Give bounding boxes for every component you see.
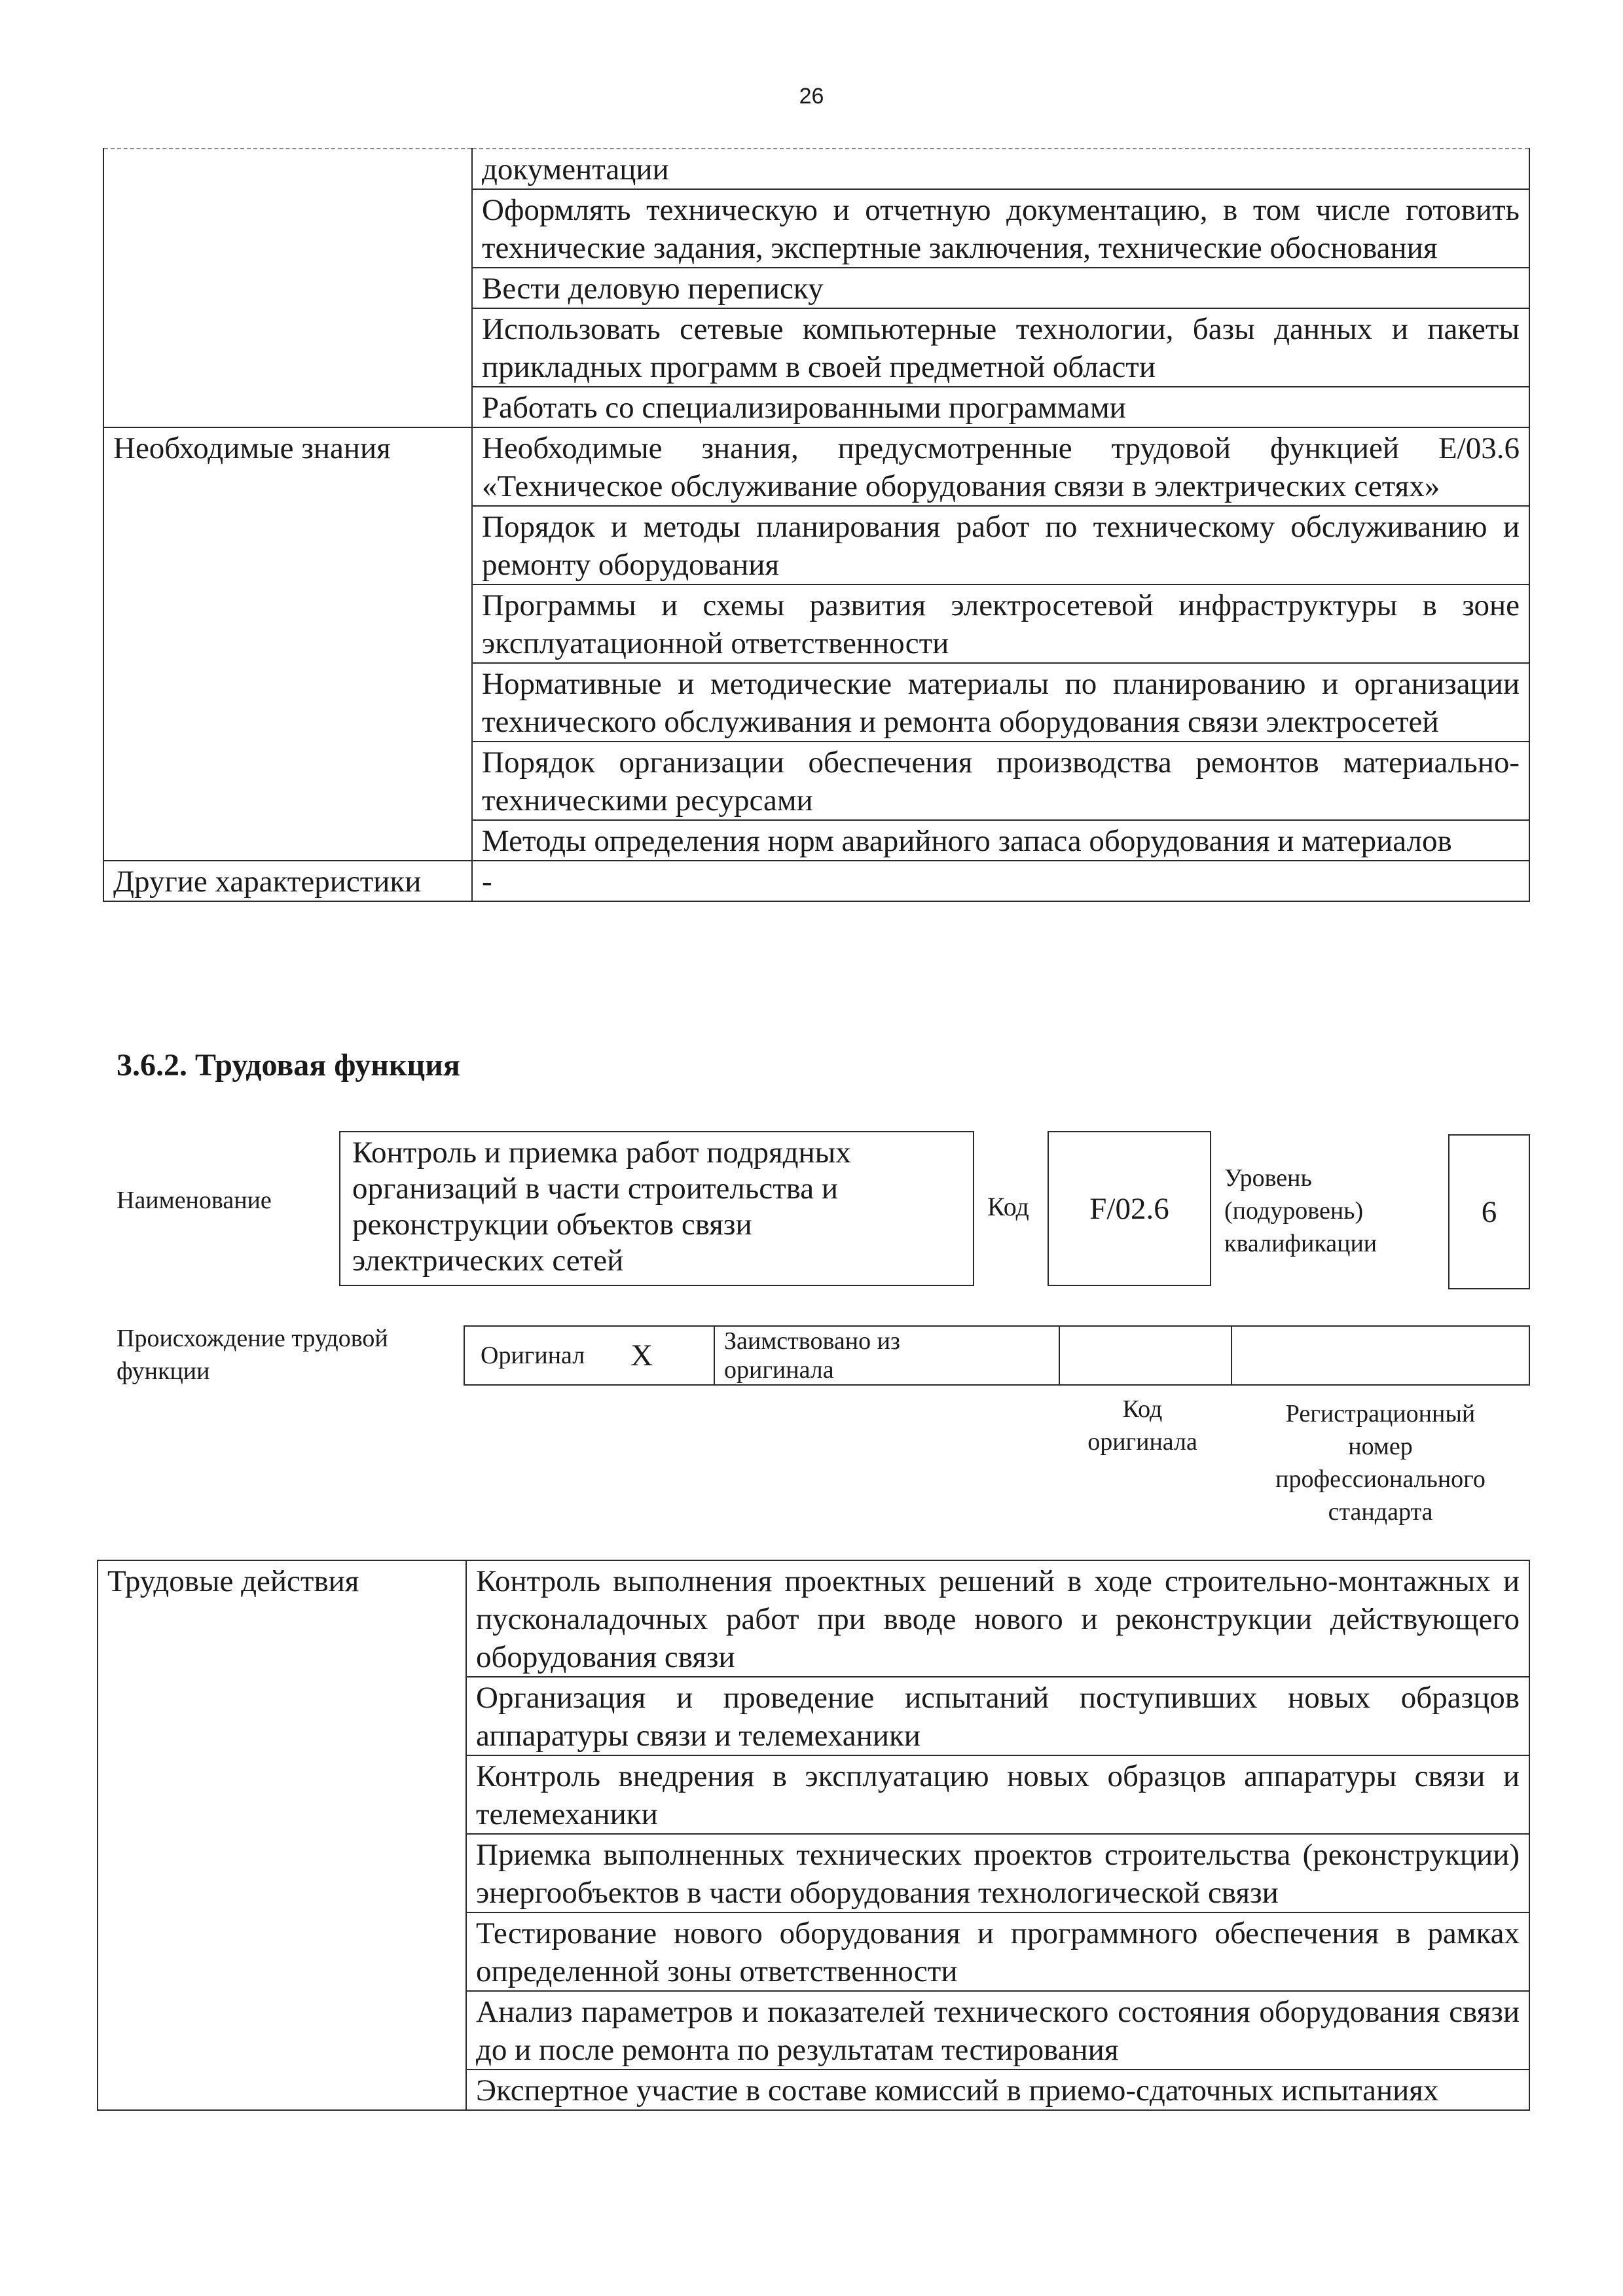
- caption-line: стандарта: [1328, 1498, 1433, 1526]
- code-box: [1048, 1131, 1211, 1286]
- row-text: Программы и схемы развития электросетевой инфраструктуры в зоне эксплуатационной ответственности: [472, 584, 1529, 663]
- origin-original-label: Оригинал: [481, 1342, 585, 1369]
- row-text: Необходимые знания, предусмотренные трудовой функцией E/03.6 «Техническое обслуживание оборудования связи в электрических сетях»: [472, 427, 1529, 506]
- row-text: Экспертное участие в составе комиссий в приемо-сдаточных испытаниях: [466, 2070, 1529, 2110]
- page-number: 26: [799, 84, 824, 109]
- level-label-line: (подуровень): [1224, 1197, 1364, 1225]
- table-row: [103, 427, 1529, 506]
- level-label: [1224, 1162, 1377, 1260]
- row-text: Использовать сетевые компьютерные технологии, базы данных и пакеты прикладных программ в своей предметной области: [472, 308, 1529, 387]
- row-text: Контроль выполнения проектных решений в ходе строительно-монтажных и пусконаладочных работ при вводе нового и реконструкции действующего оборудования связи: [466, 1560, 1529, 1677]
- row-text: Организация и проведение испытаний поступивших новых образцов аппаратуры связи и телемеханики: [466, 1677, 1529, 1755]
- origin-code-caption: [1061, 1393, 1224, 1458]
- row-text: Работать со специализированными программами: [472, 387, 1529, 427]
- origin-borrowed-line: Заимствовано из: [724, 1327, 900, 1355]
- row-text: Контроль внедрения в эксплуатацию новых образцов аппаратуры связи и телемеханики: [466, 1755, 1529, 1834]
- table-row: [98, 1560, 1529, 1677]
- row-text: Методы определения норм аварийного запаса оборудования и материалов: [472, 820, 1529, 861]
- row-text: Порядок организации обеспечения производства ремонтов материально-техническими ресурсами: [472, 742, 1529, 820]
- row-label-labor-actions: Трудовые действия: [98, 1560, 466, 2110]
- caption-line: Код: [1122, 1395, 1163, 1423]
- origin-borrowed-line: оригинала: [724, 1356, 834, 1384]
- reg-number-caption: [1231, 1397, 1530, 1528]
- row-text: Анализ параметров и показателей технического состояния оборудования связи до и после ремонта по результатам тестирования: [466, 1991, 1529, 2070]
- caption-line: Регистрационный: [1285, 1400, 1476, 1427]
- origin-code-cell: [1060, 1327, 1232, 1384]
- row-text: документации: [472, 149, 1529, 189]
- origin-borrowed-cell: [715, 1327, 1060, 1384]
- section-title: 3.6.2. Трудовая функция: [117, 1048, 460, 1083]
- level-value: 6: [1481, 1194, 1497, 1229]
- function-name-line: электрических сетей: [352, 1244, 624, 1278]
- origin-original-cell: [465, 1327, 715, 1384]
- name-label: Наименование: [117, 1187, 272, 1214]
- row-label-other-characteristics: Другие характеристики: [103, 861, 472, 901]
- origin-reg-number-cell: [1232, 1327, 1529, 1384]
- row-text: Нормативные и методические материалы по планированию и организации технического обслуживания и ремонта оборудования связи электросетей: [472, 663, 1529, 742]
- function-name-line: Контроль и приемка работ подрядных: [352, 1136, 851, 1170]
- code-value: F/02.6: [1089, 1191, 1169, 1226]
- caption-line: оригинала: [1087, 1428, 1197, 1456]
- row-text: -: [472, 861, 1529, 901]
- row-label: [103, 149, 472, 427]
- row-text: Тестирование нового оборудования и программного обеспечения в рамках определенной зоны ответственности: [466, 1912, 1529, 1991]
- function-name-line: реконструкции объектов связи: [352, 1208, 752, 1242]
- origin-table: [464, 1325, 1530, 1386]
- table-row: [103, 861, 1529, 901]
- table-row: [103, 149, 1529, 189]
- level-box: [1448, 1134, 1530, 1289]
- caption-line: номер: [1348, 1433, 1413, 1460]
- function-name-line: организаций в части строительства и: [352, 1172, 838, 1206]
- row-text: Порядок и методы планирования работ по техническому обслуживанию и ремонту оборудования: [472, 506, 1529, 584]
- origin-label: [117, 1322, 388, 1388]
- level-label-line: квалификации: [1224, 1230, 1377, 1257]
- row-text: Оформлять техническую и отчетную документацию, в том числе готовить технические задания, экспертные заключения, технические обоснования: [472, 189, 1529, 268]
- row-text: Вести деловую переписку: [472, 268, 1529, 308]
- level-label-line: Уровень: [1224, 1164, 1312, 1192]
- origin-mark: X: [630, 1338, 653, 1372]
- origin-label-line: Происхождение трудовой: [117, 1325, 388, 1352]
- row-text: Приемка выполненных технических проектов строительства (реконструкции) энергообъектов в части оборудования технологической связи: [466, 1834, 1529, 1912]
- origin-label-line: функции: [117, 1357, 210, 1385]
- labor-actions-table: [97, 1560, 1530, 2111]
- caption-line: профессионального: [1275, 1465, 1486, 1493]
- skills-knowledge-table: [103, 148, 1530, 902]
- row-label-required-knowledge: Необходимые знания: [103, 427, 472, 861]
- function-name-box: [339, 1131, 974, 1286]
- code-label: Код: [987, 1192, 1029, 1221]
